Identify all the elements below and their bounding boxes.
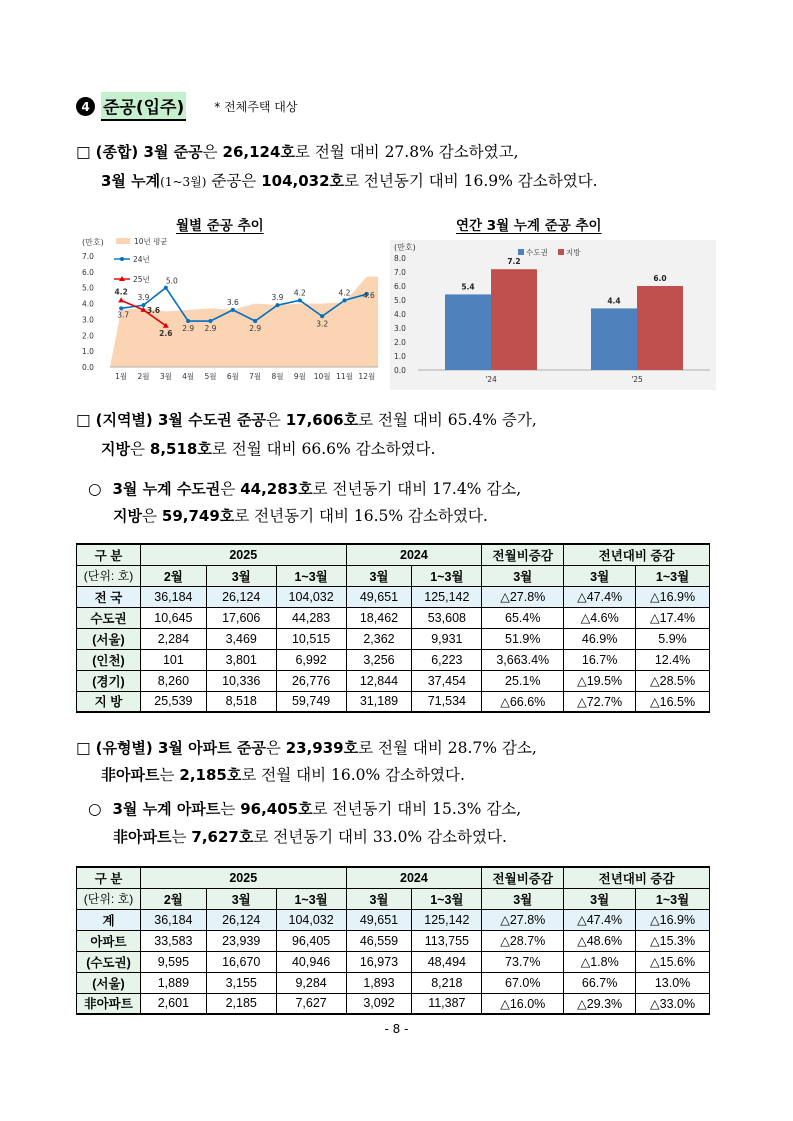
series-24-data-label: 4.2 [293,288,306,298]
series-24-data-label: 3.9 [137,293,150,303]
series-24-marker [142,303,146,307]
table-cell: △72.7% [564,691,636,712]
series-24-data-label: 3.6 [226,297,239,307]
text: 은 [129,440,150,458]
text: 로 전년동기 대비 15.3% 감소, [312,800,522,818]
text: 은 [202,143,223,161]
table-cell: △15.6% [636,951,710,972]
table-cell: △16.5% [636,691,710,712]
period-note: (1~3월) [160,175,207,189]
y-tick-label: 6.0 [394,282,406,291]
series-24-marker [164,286,168,290]
table-cell: △16.9% [636,586,710,607]
subheader: 3월 [564,565,636,586]
table-cell: 3,801 [206,649,276,670]
bar-capital [591,308,637,370]
region-value: 17,606호 [285,411,359,429]
series-24-data-label: 2.9 [182,324,195,334]
table-cell: 1,889 [140,972,206,993]
type-label: (유형별) 3월 아파트 준공 [95,739,266,757]
table-cell: 3,092 [346,993,412,1014]
table-cell: 8,518 [206,691,276,712]
table-cell: 51.9% [482,628,564,649]
header-2024: 2024 [346,867,482,888]
table-cell: 17,606 [206,607,276,628]
table-cell: 46,559 [346,930,412,951]
table-cell: 23,939 [206,930,276,951]
table-cell: 9,931 [412,628,482,649]
region-table [76,543,710,713]
cumulative-apartment-value: 96,405호 [240,800,313,818]
table-cell: 66.7% [564,972,636,993]
table-cell: 2,601 [140,993,206,1014]
y-tick-label: 1.0 [82,347,94,357]
table-cell: 31,189 [346,691,412,712]
series-24-marker [276,303,280,307]
bullet-circle-icon: ○ [88,800,102,818]
series-24-data-label: 4.6 [362,291,375,301]
table-cell: 26,124 [206,586,276,607]
bar-local [637,286,683,370]
table-cell: 40,946 [276,951,346,972]
text: 는 [171,828,192,846]
cumulative-value: 104,032호 [261,172,345,190]
header-gubun: 구 분 [77,867,141,888]
y-tick-label: 7.0 [394,268,406,277]
text: 로 전년동기 대비 33.0% 감소하였다. [253,828,507,846]
y-tick-label: 0.0 [394,366,406,375]
legend-label: 지방 [566,248,581,257]
table-cell: 113,755 [412,930,482,951]
y-tick-label: 3.0 [394,324,406,333]
subheader: 1~3월 [636,565,710,586]
table-cell: 9,595 [140,951,206,972]
table-row [77,607,710,628]
bar-data-label: 6.0 [653,274,667,283]
table-cell: 33,583 [140,930,206,951]
table-cell: 67.0% [482,972,564,993]
legend-swatch-avg [116,238,130,244]
header-unit: (단위: 호) [77,888,141,909]
bar-capital [445,294,491,370]
cumulative-label: 3월 누계 [101,172,161,190]
table-cell: 49,651 [346,909,412,930]
series-24-marker [320,314,324,318]
legend-swatch [558,249,564,255]
x-tick-label: 9월 [293,372,306,381]
series-24-marker [231,308,235,312]
series-24-marker [298,298,302,302]
row-label: 계 [77,909,141,930]
subheader: 3월 [482,888,564,909]
table-cell: △16.0% [482,993,564,1014]
table-row [77,649,710,670]
header-2024: 2024 [346,544,482,565]
header-unit: (단위: 호) [77,565,141,586]
cumulative-completion-chart [390,240,716,390]
cumulative-apartment-label: 3월 누계 아파트 [112,800,221,818]
local-label: 지방 [101,440,130,458]
region-paragraph-line1 [76,413,537,429]
subheader: 2월 [140,888,206,909]
table-cell: 3,155 [206,972,276,993]
checkbox-square-icon: □ [76,143,91,161]
cumulative-non-apartment-label: 非아파트 [113,828,172,846]
cumulative-local-value: 59,749호 [161,507,235,525]
table-row [77,951,710,972]
subheader: 3월 [346,565,412,586]
table-cell: 9,284 [276,972,346,993]
table-cell: △66.6% [482,691,564,712]
y-tick-label: 5.0 [394,296,406,305]
table-cell: 53,608 [412,607,482,628]
x-tick-label: 8월 [271,372,284,381]
section-number-badge: 4 [76,97,95,116]
table-row [77,670,710,691]
text: 은 [265,739,286,757]
row-label: 지 방 [77,691,141,712]
subheader: 3월 [206,565,276,586]
subheader: 1~3월 [276,888,346,909]
table-cell: 104,032 [276,909,346,930]
type-table [76,866,710,1015]
row-label: (인천) [77,649,141,670]
cumulative-non-apartment-value: 7,627호 [191,828,254,846]
table-cell: 3,256 [346,649,412,670]
table-cell: 7,627 [276,993,346,1014]
table-cell: △19.5% [564,670,636,691]
x-tick-label: 7월 [249,372,262,381]
monthly-completion-chart [80,234,390,386]
cumulative-local-label: 지방 [113,507,142,525]
subheader: 1~3월 [276,565,346,586]
x-tick-label: 1월 [115,372,128,381]
y-axis-unit: (만호) [82,238,104,247]
table-cell: 37,454 [412,670,482,691]
x-tick-label: 10월 [313,372,331,381]
table-cell: 10,515 [276,628,346,649]
table-row [77,909,710,930]
subheader: 1~3월 [412,565,482,586]
text: 은 [265,411,286,429]
row-label: (서울) [77,972,141,993]
summary-paragraph-line2 [101,174,598,190]
table-cell: 46.9% [564,628,636,649]
table-cell: 104,032 [276,586,346,607]
local-value: 8,518호 [149,440,212,458]
table-cell: 36,184 [140,586,206,607]
subheader: 1~3월 [636,888,710,909]
legend-label-avg: 10년 평균 [134,237,168,246]
text: 준공은 [206,172,262,190]
table-cell: △28.7% [482,930,564,951]
series-25-data-label: 2.6 [159,328,173,338]
series-24-marker [253,319,257,323]
table-cell: 10,645 [140,607,206,628]
row-label: 非아파트 [77,993,141,1014]
series-25-marker [118,297,124,302]
subheader: 2월 [140,565,206,586]
text: 로 전년동기 대비 16.5% 감소하였다. [234,507,488,525]
table-cell: 12,844 [346,670,412,691]
table-cell: 1,893 [346,972,412,993]
table-row [77,691,710,712]
x-tick-label: 11월 [336,372,353,381]
row-label: 수도권 [77,607,141,628]
header-yoy: 전년대비 증감 [564,867,710,888]
table-cell: △1.8% [564,951,636,972]
y-tick-label: 8.0 [394,254,406,263]
text: 는 [220,800,241,818]
series-24-marker [209,319,213,323]
series-24-data-label: 3.2 [316,319,329,329]
y-tick-label: 0.0 [82,363,94,372]
x-tick-label: 4월 [182,372,195,381]
legend-swatch [518,249,524,255]
text: 은 [220,480,241,498]
row-label: 아파트 [77,930,141,951]
text: 로 전년동기 대비 17.4% 감소, [312,480,522,498]
table-cell: 36,184 [140,909,206,930]
table-cell: 16,670 [206,951,276,972]
region-paragraph-line2 [101,442,435,458]
checkbox-square-icon: □ [76,411,91,429]
table-row [77,586,710,607]
series-25-data-label: 4.2 [114,287,128,297]
table-row [77,628,710,649]
table-cell: 11,387 [412,993,482,1014]
table-cell: △47.4% [564,909,636,930]
y-tick-label: 3.0 [82,315,94,325]
cumulative-capital-label: 3월 누계 수도권 [112,480,221,498]
bar-data-label: 7.2 [507,257,521,267]
table-cell: △16.9% [636,909,710,930]
table-cell: △47.4% [564,586,636,607]
table-cell: 2,185 [206,993,276,1014]
row-label: (서울) [77,628,141,649]
legend-label-24: 24년 [133,255,150,264]
bullet-circle-icon: ○ [88,480,102,498]
text: 는 [159,766,180,784]
legend-marker-24 [120,257,124,261]
legend-label-25: 25년 [133,275,150,284]
x-tick-label: 5월 [204,372,217,381]
non-apartment-value: 2,185호 [179,766,242,784]
bar-local [491,269,537,370]
text: 은 [141,507,162,525]
y-tick-label: 4.0 [394,310,406,319]
type-paragraph-line2 [101,768,465,784]
table-cell: 59,749 [276,691,346,712]
region-cumulative-line1 [88,482,521,498]
section-heading [76,92,297,121]
table-cell: 3,663.4% [482,649,564,670]
table-cell: △27.8% [482,586,564,607]
type-cumulative-line1 [88,802,521,818]
text: 로 전년동기 대비 16.9% 감소하였다. [344,172,598,190]
table-cell: 6,223 [412,649,482,670]
table-cell: 6,992 [276,649,346,670]
legend-label: 수도권 [526,248,548,257]
text: 로 전월 대비 16.0% 감소하였다. [241,766,465,784]
table-cell: △27.8% [482,909,564,930]
apartment-value: 23,939호 [285,739,359,757]
table-cell: 73.7% [482,951,564,972]
header-mom: 전월비증감 [482,544,564,565]
series-24-data-label: 2.9 [204,324,217,334]
checkbox-square-icon: □ [76,739,91,757]
series-24-data-label: 5.0 [165,276,178,286]
x-tick-label: '24 [485,375,497,384]
y-tick-label: 2.0 [394,338,406,347]
series-24-data-label: 3.7 [117,310,130,320]
header-gubun: 구 분 [77,544,141,565]
table-cell: 101 [140,649,206,670]
type-paragraph-line1 [76,741,537,757]
table-cell: 12.4% [636,649,710,670]
table-cell: 13.0% [636,972,710,993]
table-cell: 96,405 [276,930,346,951]
table-cell: △29.3% [564,993,636,1014]
table-cell: 125,142 [412,909,482,930]
row-label: (수도권) [77,951,141,972]
section-title: 준공(입주) [101,92,186,121]
table-cell: 44,283 [276,607,346,628]
left-chart-title: 월별 준공 추이 [176,218,264,234]
table-cell: △28.5% [636,670,710,691]
series-24-marker [343,298,347,302]
header-yoy: 전년대비 증감 [564,544,710,565]
table-cell: △15.3% [636,930,710,951]
series-25-data-label: 3.6 [146,305,161,315]
table-cell: 16,973 [346,951,412,972]
table-cell: 8,260 [140,670,206,691]
row-label: (경기) [77,670,141,691]
x-tick-label: 3월 [159,372,172,381]
y-tick-label: 4.0 [82,299,94,309]
text: 로 전월 대비 28.7% 감소, [358,739,537,757]
header-2025: 2025 [140,544,346,565]
table-cell: 25.1% [482,670,564,691]
summary-label: (종합) 3월 준공 [95,143,203,161]
series-24-data-label: 4.2 [338,288,351,298]
table-row [77,972,710,993]
x-tick-label: '25 [631,375,643,384]
table-cell: △4.6% [564,607,636,628]
table-cell: 25,539 [140,691,206,712]
series-24-data-label: 2.9 [249,324,262,334]
summary-value: 26,124호 [222,143,295,161]
table-cell: 5.9% [636,628,710,649]
region-cumulative-line2 [113,509,488,525]
table-cell: 71,534 [412,691,482,712]
subheader: 3월 [206,888,276,909]
series-24-data-label: 3.9 [271,293,284,303]
x-tick-label: 2월 [137,372,150,381]
table-cell: 125,142 [412,586,482,607]
page-number: - 8 - [384,1022,409,1036]
header-mom: 전월비증감 [482,867,564,888]
type-cumulative-line2 [113,830,507,846]
table-cell: △48.6% [564,930,636,951]
y-tick-label: 7.0 [82,252,94,261]
region-label: (지역별) 3월 수도권 준공 [95,411,266,429]
table-cell: △33.0% [636,993,710,1014]
text: 로 전월 대비 27.8% 감소하였고, [294,143,519,161]
y-tick-label: 2.0 [82,331,94,341]
bar-data-label: 5.4 [461,282,475,292]
bar-data-label: 4.4 [607,296,621,306]
table-cell: △17.4% [636,607,710,628]
non-apartment-label: 非아파트 [101,766,160,784]
y-tick-label: 6.0 [82,267,94,277]
y-tick-label: 5.0 [82,283,94,293]
x-tick-label: 6월 [226,372,239,381]
table-cell: 8,218 [412,972,482,993]
table-cell: 16.7% [564,649,636,670]
header-2025: 2025 [140,867,346,888]
text: 로 전월 대비 65.4% 증가, [358,411,537,429]
subheader: 1~3월 [412,888,482,909]
subheader: 3월 [564,888,636,909]
table-row [77,930,710,951]
table-row [77,993,710,1014]
table-cell: 65.4% [482,607,564,628]
subheader: 3월 [482,565,564,586]
y-tick-label: 1.0 [394,352,406,361]
series-24-marker [186,319,190,323]
right-chart-title: 연간 3월 누계 준공 추이 [456,218,602,234]
table-cell: 10,336 [206,670,276,691]
text: 로 전월 대비 66.6% 감소하였다. [211,440,436,458]
x-tick-label: 12월 [358,372,376,381]
table-cell: 2,284 [140,628,206,649]
table-cell: 48,494 [412,951,482,972]
table-cell: 26,124 [206,909,276,930]
subheader: 3월 [346,888,412,909]
y-axis-unit: (만호) [394,243,416,252]
row-label: 전 국 [77,586,141,607]
summary-paragraph-line1 [76,145,519,161]
table-cell: 49,651 [346,586,412,607]
table-cell: 2,362 [346,628,412,649]
table-cell: 26,776 [276,670,346,691]
table-cell: 3,469 [206,628,276,649]
table-cell: 18,462 [346,607,412,628]
section-note: * 전체주택 대상 [214,100,298,114]
cumulative-capital-value: 44,283호 [240,480,313,498]
